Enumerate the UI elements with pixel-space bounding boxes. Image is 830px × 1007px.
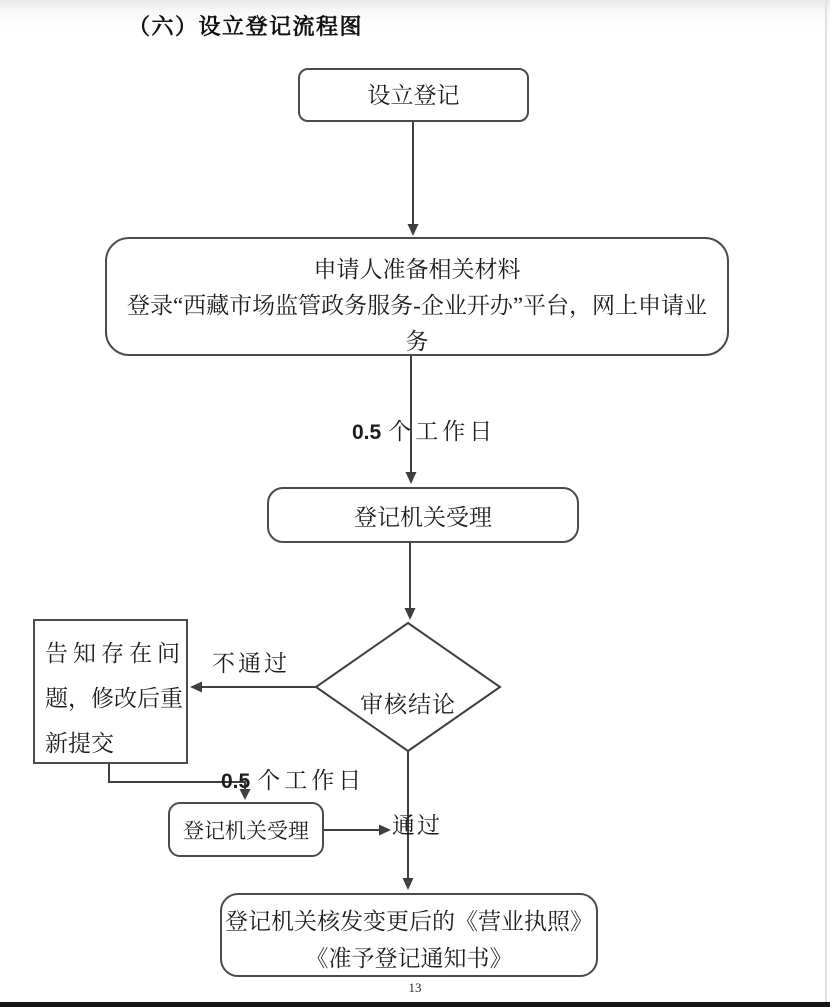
node-result-line: 登记机关核发变更后的《营业执照》 bbox=[225, 909, 593, 934]
arrowhead-into-result bbox=[403, 878, 414, 890]
node-issue-license bbox=[220, 893, 598, 977]
page-number: 13 bbox=[408, 980, 422, 995]
node-notify-line: 告知存在问 bbox=[45, 641, 185, 666]
node-start-label: 设立登记 bbox=[367, 83, 460, 108]
edge-label-fail: 不通过 bbox=[212, 651, 290, 676]
node-prepare-line: 申请人准备相关材料 bbox=[313, 257, 521, 282]
arrowhead-into-accept-first bbox=[406, 472, 417, 484]
duration-retry-unit: 个工作日 bbox=[257, 768, 366, 793]
arrowhead-into-notify bbox=[190, 682, 202, 693]
node-prepare-line: 登录“西藏市场监管政务服务-企业开办”平台，网上申请业 bbox=[126, 293, 708, 318]
node-prepare-line: 务 bbox=[405, 329, 429, 354]
node-notify-line: 新提交 bbox=[45, 731, 114, 756]
arrowhead-pass bbox=[379, 825, 391, 836]
decision-node-label: 审核结论 bbox=[360, 692, 456, 717]
page-bottom-border bbox=[0, 1002, 830, 1007]
node-authority-accept-first bbox=[267, 487, 579, 543]
node-result-line: 《准予登记通知书》 bbox=[305, 946, 513, 971]
node-accept-first-label: 登记机关受理 bbox=[354, 504, 492, 530]
node-accept-second-label: 登记机关受理 bbox=[183, 818, 309, 843]
edge-label-duration-first bbox=[352, 419, 496, 446]
node-prepare-materials bbox=[105, 237, 729, 356]
duration-first-unit: 个工作日 bbox=[388, 419, 497, 444]
page-title: （六）设立登记流程图 bbox=[128, 14, 364, 39]
arrowhead-into-prepare bbox=[408, 224, 419, 236]
node-start-registration bbox=[298, 68, 529, 122]
duration-retry-number: 0.5 bbox=[221, 770, 251, 793]
edge-label-duration-retry bbox=[221, 768, 365, 795]
node-notify-line: 题，修改后重 bbox=[45, 686, 183, 711]
node-authority-accept-second bbox=[168, 802, 324, 857]
edge-label-pass: 通过 bbox=[392, 813, 442, 838]
duration-first-number: 0.5 bbox=[352, 421, 382, 444]
node-notify-problems bbox=[33, 619, 188, 764]
arrowhead-into-decision bbox=[405, 608, 416, 620]
